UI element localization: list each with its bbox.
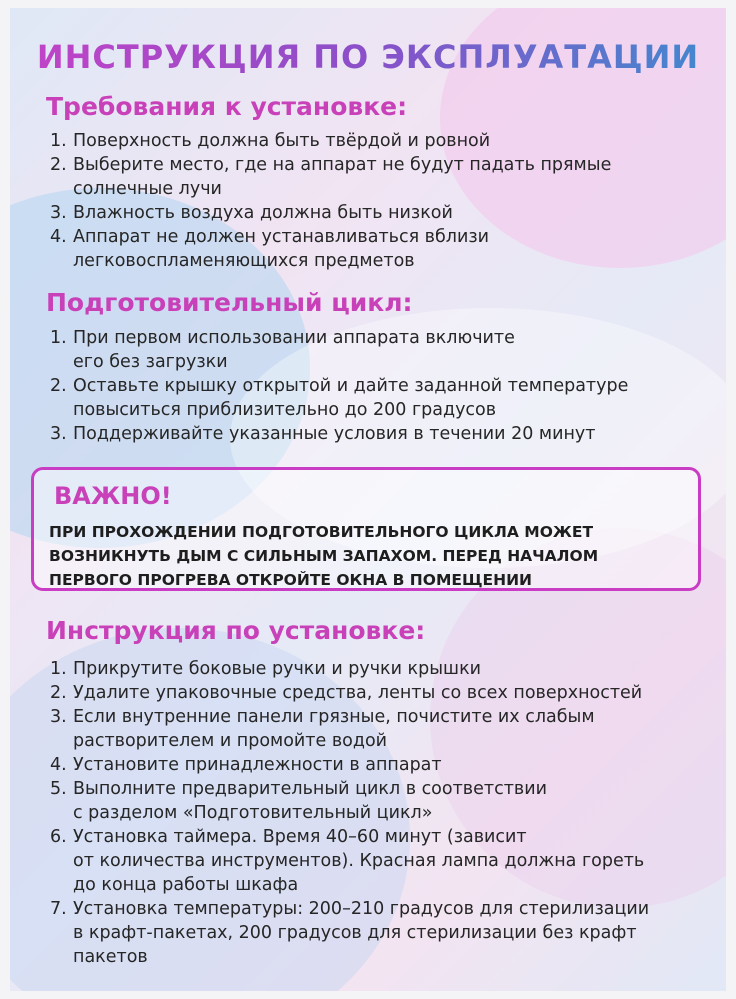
item-number: 7. — [50, 899, 67, 919]
item-text: Поверхность должна быть твёрдой и ровной — [73, 131, 491, 151]
item-text: Установите принадлежности в аппарат — [73, 755, 442, 775]
item-number: 3. — [50, 707, 67, 727]
item-text: Удалите упаковочные средства, ленты со всех поверхностей — [73, 683, 643, 703]
important-line: ВОЗНИКНУТЬ ДЫМ С СИЛЬНЫМ ЗАПАХОМ. ПЕРЕД НАЧАЛОМ — [49, 547, 599, 565]
item-number: 1. — [50, 131, 67, 151]
important-text — [49, 520, 689, 592]
item-text: Оставьте крышку открытой и дайте заданной температуре — [73, 376, 629, 396]
item-text: Установка температуры: 200–210 градусов для стерилизации — [73, 899, 650, 919]
item-text: Аппарат не должен устанавливаться вблизи — [73, 227, 490, 247]
list-item — [50, 681, 720, 705]
important-line: ПЕРВОГО ПРОГРЕВА ОТКРОЙТЕ ОКНА В ПОМЕЩЕНИИ — [49, 571, 533, 589]
list-item — [50, 129, 720, 153]
section-heading-install: Инструкция по установке: — [46, 616, 426, 645]
requirements-list — [50, 129, 720, 273]
page-title: ИНСТРУКЦИЯ ПО ЭКСПЛУАТАЦИИ — [10, 38, 726, 76]
item-number: 1. — [50, 328, 67, 348]
item-text: Выполните предварительный цикл в соответствии — [73, 779, 547, 799]
list-item — [50, 225, 720, 273]
item-number: 6. — [50, 827, 67, 847]
item-text: Установка таймера. Время 40–60 минут (зависит — [73, 827, 527, 847]
item-number: 2. — [50, 683, 67, 703]
item-text: Если внутренние панели грязные, почистите их слабым — [73, 707, 595, 727]
item-text: солнечные лучи — [73, 179, 222, 199]
item-text: растворителем и промойте водой — [73, 731, 388, 751]
list-item — [50, 657, 720, 681]
item-number: 2. — [50, 376, 67, 396]
item-text: с разделом «Подготовительный цикл» — [73, 803, 433, 823]
install-list — [50, 657, 720, 969]
list-item — [50, 326, 720, 374]
list-item — [50, 201, 720, 225]
item-text: в крафт-пакетах, 200 градусов для стерилизации без крафт — [73, 923, 637, 943]
item-text: его без загрузки — [73, 352, 228, 372]
item-number: 2. — [50, 155, 67, 175]
item-number: 1. — [50, 659, 67, 679]
item-text: пакетов — [73, 947, 148, 967]
item-text: от количества инструментов). Красная лампа должна гореть — [73, 851, 645, 871]
item-number: 4. — [50, 755, 67, 775]
section-heading-prep-cycle: Подготовительный цикл: — [46, 288, 413, 317]
important-heading: ВАЖНО! — [54, 482, 172, 510]
prep-cycle-list — [50, 326, 720, 446]
list-item — [50, 897, 720, 969]
item-text: легковоспламеняющихся предметов — [73, 251, 415, 271]
list-item — [50, 825, 720, 897]
item-text: Выберите место, где на аппарат не будут падать прямые — [73, 155, 612, 175]
item-number: 4. — [50, 227, 67, 247]
item-number: 3. — [50, 203, 67, 223]
item-text: Прикрутите боковые ручки и ручки крышки — [73, 659, 482, 679]
item-text: Поддерживайте указанные условия в течении 20 минут — [73, 424, 596, 444]
section-heading-requirements: Требования к установке: — [46, 92, 408, 121]
list-item — [50, 705, 720, 753]
important-notice-box — [31, 467, 701, 591]
instruction-card — [10, 8, 726, 991]
important-line: ПРИ ПРОХОЖДЕНИИ ПОДГОТОВИТЕЛЬНОГО ЦИКЛА МОЖЕТ — [49, 523, 594, 541]
item-text: Влажность воздуха должна быть низкой — [73, 203, 453, 223]
list-item — [50, 374, 720, 422]
item-text: повыситься приблизительно до 200 градусов — [73, 400, 497, 420]
list-item — [50, 153, 720, 201]
list-item — [50, 422, 720, 446]
item-text: При первом использовании аппарата включите — [73, 328, 515, 348]
list-item — [50, 777, 720, 825]
item-number: 3. — [50, 424, 67, 444]
item-text: до конца работы шкафа — [73, 875, 299, 895]
list-item — [50, 753, 720, 777]
item-number: 5. — [50, 779, 67, 799]
